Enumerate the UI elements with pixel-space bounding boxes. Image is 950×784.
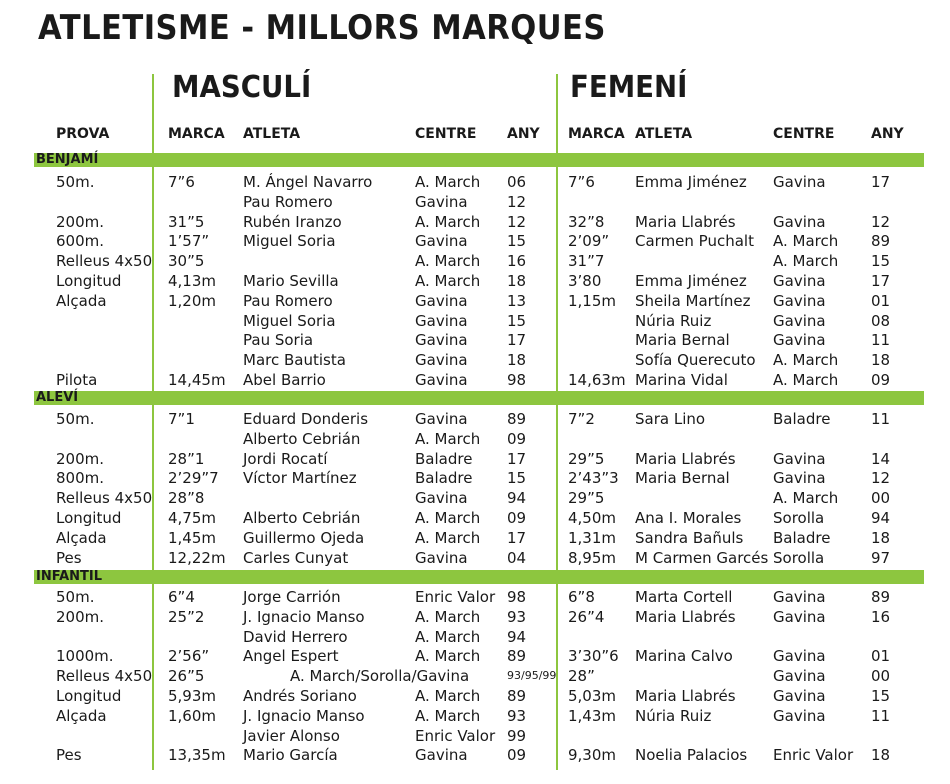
cell-female-marca: 2’09” bbox=[568, 232, 610, 251]
cell-male-marca: 28”1 bbox=[168, 449, 205, 468]
table-row bbox=[0, 726, 950, 746]
cell-female-atleta: Maria Bernal bbox=[635, 469, 730, 488]
cell-female-any: 16 bbox=[871, 607, 891, 626]
cell-female-any: 01 bbox=[871, 291, 891, 310]
cell-prova: Alçada bbox=[56, 528, 107, 547]
cell-prova: Longitud bbox=[56, 272, 122, 290]
cell-female-atleta: Maria Bernal bbox=[635, 331, 730, 350]
cell-female-any: 15 bbox=[871, 687, 891, 705]
cell-male-any: 18 bbox=[507, 272, 527, 290]
cell-female-any: 17 bbox=[871, 173, 891, 191]
cell-female-marca: 7”2 bbox=[568, 410, 595, 428]
cell-female-atleta: Maria Llabrés bbox=[635, 449, 736, 468]
cell-male-any: 94 bbox=[507, 627, 527, 646]
cell-prova: Relleus 4x50 bbox=[56, 489, 153, 508]
cell-female-marca: 3’30”6 bbox=[568, 647, 619, 666]
cell-female-centre: Gavina bbox=[773, 173, 826, 191]
cell-male-marca: 7”6 bbox=[168, 173, 195, 191]
cell-male-centre: A. March bbox=[415, 647, 481, 666]
section-band bbox=[34, 391, 924, 405]
cell-female-atleta: Núria Ruiz bbox=[635, 706, 712, 725]
cell-male-atleta: Eduard Donderis bbox=[243, 410, 369, 428]
cell-male-atleta: David Herrero bbox=[243, 627, 348, 646]
cell-prova: Alçada bbox=[56, 291, 107, 310]
cell-male-any: 15 bbox=[507, 232, 527, 251]
cell-male-any: 89 bbox=[507, 410, 527, 428]
cell-female-marca: 1,31m bbox=[568, 528, 617, 547]
cell-female-any: 00 bbox=[871, 489, 891, 508]
cell-female-centre: Enric Valor bbox=[773, 746, 854, 765]
cell-male-marca: 14,45m bbox=[168, 371, 226, 389]
cell-female-centre: A. March bbox=[773, 371, 839, 389]
cell-male-centre: Gavina bbox=[415, 232, 468, 251]
cell-female-centre: A. March bbox=[773, 489, 839, 508]
cell-male-atleta: Jordi Rocatí bbox=[243, 449, 328, 468]
cell-female-marca: 29”5 bbox=[568, 489, 605, 508]
cell-male-atleta: Víctor Martínez bbox=[243, 469, 357, 488]
table-row bbox=[0, 488, 950, 508]
table-row bbox=[0, 212, 950, 232]
cell-female-marca: 9,30m bbox=[568, 746, 617, 765]
cell-prova: 800m. bbox=[56, 469, 105, 488]
cell-male-atleta: Alberto Cebrián bbox=[243, 429, 361, 448]
cell-prova: 200m. bbox=[56, 212, 105, 231]
cell-male-atleta: Pau Romero bbox=[243, 291, 333, 310]
cell-male-centre: A. March bbox=[415, 212, 481, 231]
section-band bbox=[34, 570, 924, 584]
table-row bbox=[0, 587, 950, 607]
table-row bbox=[0, 350, 950, 370]
cell-male-centre: A. March bbox=[415, 429, 481, 448]
cell-male-any: 18 bbox=[507, 351, 527, 370]
cell-male-centre: A. March bbox=[415, 509, 481, 527]
cell-female-any: 15 bbox=[871, 252, 891, 271]
header-female-atleta: ATLETA bbox=[635, 126, 693, 142]
cell-female-centre: Gavina bbox=[773, 449, 826, 468]
cell-male-centre: Gavina bbox=[415, 351, 468, 370]
cell-male-atleta: Pau Romero bbox=[243, 192, 333, 211]
cell-male-any-combined: 93/95/99 bbox=[507, 669, 557, 683]
cell-male-any: 17 bbox=[507, 331, 527, 350]
cell-male-atleta: Jorge Carrión bbox=[243, 588, 341, 606]
cell-female-centre: Gavina bbox=[773, 212, 826, 231]
cell-female-marca: 29”5 bbox=[568, 449, 605, 468]
table-row bbox=[0, 409, 950, 429]
cell-female-marca: 6”8 bbox=[568, 588, 595, 606]
cell-male-atleta: Carles Cunyat bbox=[243, 548, 349, 567]
header-male-centre: CENTRE bbox=[415, 126, 477, 142]
cell-male-marca: 28”8 bbox=[168, 489, 205, 508]
cell-male-centre: Baladre bbox=[415, 449, 473, 468]
cell-female-atleta: Carmen Puchalt bbox=[635, 232, 754, 251]
cell-male-atleta: J. Ignacio Manso bbox=[243, 607, 365, 626]
cell-male-any: 04 bbox=[507, 548, 527, 567]
header-female-centre: CENTRE bbox=[773, 126, 835, 142]
cell-male-marca: 25”2 bbox=[168, 607, 205, 626]
cell-female-marca: 28” bbox=[568, 667, 595, 686]
cell-prova: Pes bbox=[56, 746, 82, 765]
table-row bbox=[0, 370, 950, 390]
cell-female-any: 08 bbox=[871, 311, 891, 330]
table-row bbox=[0, 607, 950, 627]
cell-female-centre: Sorolla bbox=[773, 548, 825, 567]
cell-male-centre: Gavina bbox=[415, 331, 468, 350]
cell-female-centre: A. March bbox=[773, 232, 839, 251]
cell-male-any: 89 bbox=[507, 647, 527, 666]
cell-male-any: 09 bbox=[507, 746, 527, 765]
cell-male-marca: 5,93m bbox=[168, 687, 217, 705]
cell-male-any: 99 bbox=[507, 726, 527, 745]
cell-prova: Pes bbox=[56, 548, 82, 567]
cell-male-centre-combined: A. March/Sorolla/Gavina bbox=[290, 667, 470, 686]
cell-male-centre: Enric Valor bbox=[415, 726, 496, 745]
cell-female-any: 11 bbox=[871, 706, 891, 725]
cell-male-centre: A. March bbox=[415, 272, 481, 290]
cell-male-any: 98 bbox=[507, 588, 527, 606]
cell-male-centre: A. March bbox=[415, 687, 481, 705]
cell-female-atleta: Emma Jiménez bbox=[635, 272, 747, 290]
cell-female-marca: 5,03m bbox=[568, 687, 617, 705]
cell-female-marca: 31”7 bbox=[568, 252, 605, 271]
cell-female-marca: 3’80 bbox=[568, 272, 602, 290]
cell-female-any: 09 bbox=[871, 371, 891, 389]
cell-female-any: 01 bbox=[871, 647, 891, 666]
table-row bbox=[0, 251, 950, 271]
cell-male-atleta: Abel Barrio bbox=[243, 371, 326, 389]
table-row bbox=[0, 686, 950, 706]
cell-female-any: 89 bbox=[871, 588, 891, 606]
cell-female-marca: 7”6 bbox=[568, 173, 595, 191]
cell-prova: 600m. bbox=[56, 232, 105, 251]
table-row bbox=[0, 449, 950, 469]
table-row bbox=[0, 271, 950, 291]
cell-male-marca: 6”4 bbox=[168, 588, 195, 606]
cell-female-any: 12 bbox=[871, 469, 891, 488]
table-row bbox=[0, 468, 950, 488]
cell-male-marca: 12,22m bbox=[168, 548, 226, 567]
cell-prova: Relleus 4x50 bbox=[56, 667, 153, 686]
cell-female-any: 11 bbox=[871, 410, 891, 428]
cell-male-centre: Gavina bbox=[415, 489, 468, 508]
cell-male-marca: 1,60m bbox=[168, 706, 217, 725]
cell-prova: Pilota bbox=[56, 371, 98, 389]
cell-male-centre: Gavina bbox=[415, 410, 468, 428]
cell-male-marca: 4,75m bbox=[168, 509, 217, 527]
cell-female-any: 17 bbox=[871, 272, 891, 290]
section-label: INFANTIL bbox=[36, 569, 103, 584]
cell-male-marca: 2’56” bbox=[168, 647, 210, 666]
page-title: ATLETISME - MILLORS MARQUES bbox=[38, 8, 606, 48]
cell-male-marca: 30”5 bbox=[168, 252, 205, 271]
cell-male-centre: A. March bbox=[415, 173, 481, 191]
cell-male-centre: A. March bbox=[415, 252, 481, 271]
header-male-atleta: ATLETA bbox=[243, 126, 301, 142]
cell-female-centre: A. March bbox=[773, 252, 839, 271]
cell-female-centre: Gavina bbox=[773, 647, 826, 666]
cell-male-marca: 1’57” bbox=[168, 232, 210, 251]
cell-prova: 200m. bbox=[56, 607, 105, 626]
cell-female-atleta: Sara Lino bbox=[635, 410, 706, 428]
cell-male-any: 93 bbox=[507, 706, 527, 725]
cell-male-any: 93 bbox=[507, 607, 527, 626]
cell-female-any: 12 bbox=[871, 212, 891, 231]
cell-male-any: 16 bbox=[507, 252, 527, 271]
cell-male-atleta: Alberto Cebrián bbox=[243, 509, 361, 527]
table-row bbox=[0, 745, 950, 765]
cell-male-atleta: Mario García bbox=[243, 746, 338, 765]
cell-male-any: 09 bbox=[507, 509, 527, 527]
section-band bbox=[34, 153, 924, 167]
cell-female-centre: Gavina bbox=[773, 588, 826, 606]
cell-male-any: 12 bbox=[507, 212, 527, 231]
cell-male-marca: 1,20m bbox=[168, 291, 217, 310]
cell-male-atleta: Rubén Iranzo bbox=[243, 212, 342, 231]
cell-male-marca: 31”5 bbox=[168, 212, 205, 231]
cell-male-any: 17 bbox=[507, 528, 527, 547]
cell-female-centre: Gavina bbox=[773, 687, 826, 705]
cell-female-centre: A. March bbox=[773, 351, 839, 370]
cell-female-atleta: Sandra Bañuls bbox=[635, 528, 744, 547]
cell-female-atleta: Marina Vidal bbox=[635, 371, 728, 389]
cell-female-centre: Gavina bbox=[773, 311, 826, 330]
cell-female-centre: Gavina bbox=[773, 469, 826, 488]
cell-prova: Longitud bbox=[56, 687, 122, 705]
cell-male-atleta: Miguel Soria bbox=[243, 232, 336, 251]
cell-prova: 50m. bbox=[56, 410, 95, 428]
table-row bbox=[0, 508, 950, 528]
cell-female-any: 18 bbox=[871, 528, 891, 547]
table-row bbox=[0, 666, 950, 686]
table-row bbox=[0, 429, 950, 449]
header-female-marca: MARCA bbox=[568, 126, 625, 142]
cell-female-any: 00 bbox=[871, 667, 891, 686]
cell-female-atleta: M Carmen Garcés bbox=[635, 548, 769, 567]
cell-male-atleta: J. Ignacio Manso bbox=[243, 706, 365, 725]
cell-male-atleta: Andrés Soriano bbox=[243, 687, 357, 705]
cell-male-centre: A. March bbox=[415, 706, 481, 725]
cell-male-marca: 13,35m bbox=[168, 746, 226, 765]
cell-female-atleta: Emma Jiménez bbox=[635, 173, 747, 191]
cell-male-any: 17 bbox=[507, 449, 527, 468]
cell-female-marca: 1,43m bbox=[568, 706, 617, 725]
cell-female-marca: 26”4 bbox=[568, 607, 605, 626]
cell-female-marca: 2’43”3 bbox=[568, 469, 619, 488]
cell-female-atleta: Maria Llabrés bbox=[635, 687, 736, 705]
cell-male-marca: 7”1 bbox=[168, 410, 195, 428]
cell-male-centre: Gavina bbox=[415, 371, 468, 389]
cell-female-marca: 14,63m bbox=[568, 371, 626, 389]
cell-male-any: 09 bbox=[507, 429, 527, 448]
cell-female-any: 97 bbox=[871, 548, 891, 567]
table-row bbox=[0, 646, 950, 666]
cell-female-atleta: Marina Calvo bbox=[635, 647, 733, 666]
cell-female-centre: Gavina bbox=[773, 607, 826, 626]
cell-female-marca: 4,50m bbox=[568, 509, 617, 527]
cell-male-centre: Gavina bbox=[415, 746, 468, 765]
cell-male-centre: Gavina bbox=[415, 291, 468, 310]
cell-male-centre: A. March bbox=[415, 528, 481, 547]
female-heading: FEMENÍ bbox=[570, 70, 688, 105]
cell-male-atleta: Pau Soria bbox=[243, 331, 314, 350]
cell-female-atleta: Marta Cortell bbox=[635, 588, 733, 606]
cell-male-any: 13 bbox=[507, 291, 527, 310]
table-row bbox=[0, 311, 950, 331]
cell-male-atleta: M. Ángel Navarro bbox=[243, 173, 373, 191]
cell-female-any: 18 bbox=[871, 351, 891, 370]
cell-prova: 50m. bbox=[56, 588, 95, 606]
cell-female-atleta: Núria Ruiz bbox=[635, 311, 712, 330]
table-row bbox=[0, 627, 950, 647]
cell-male-atleta: Javier Alonso bbox=[243, 726, 340, 745]
cell-male-centre: Enric Valor bbox=[415, 588, 496, 606]
cell-male-marca: 4,13m bbox=[168, 272, 217, 290]
cell-male-marca: 2’29”7 bbox=[168, 469, 219, 488]
section-label: BENJAMÍ bbox=[36, 152, 99, 167]
cell-female-centre: Gavina bbox=[773, 291, 826, 310]
cell-female-centre: Gavina bbox=[773, 331, 826, 350]
cell-prova: 1000m. bbox=[56, 647, 114, 666]
table-row bbox=[0, 192, 950, 212]
header-male-marca: MARCA bbox=[168, 126, 225, 142]
cell-female-any: 14 bbox=[871, 449, 891, 468]
table-row bbox=[0, 291, 950, 311]
cell-male-any: 15 bbox=[507, 469, 527, 488]
table-row bbox=[0, 231, 950, 251]
cell-male-any: 98 bbox=[507, 371, 527, 389]
cell-female-atleta: Ana I. Morales bbox=[635, 509, 742, 527]
cell-male-atleta: Mario Sevilla bbox=[243, 272, 339, 290]
cell-male-marca: 1,45m bbox=[168, 528, 217, 547]
table-row bbox=[0, 548, 950, 568]
cell-male-centre: A. March bbox=[415, 627, 481, 646]
cell-male-any: 94 bbox=[507, 489, 527, 508]
cell-male-atleta: Guillermo Ojeda bbox=[243, 528, 365, 547]
cell-female-centre: Gavina bbox=[773, 272, 826, 290]
cell-female-centre: Gavina bbox=[773, 667, 826, 686]
cell-male-any: 12 bbox=[507, 192, 527, 211]
cell-male-centre: Gavina bbox=[415, 192, 468, 211]
table-row bbox=[0, 706, 950, 726]
table-row bbox=[0, 528, 950, 548]
cell-female-any: 11 bbox=[871, 331, 891, 350]
cell-female-centre: Sorolla bbox=[773, 509, 825, 527]
cell-male-atleta: Miguel Soria bbox=[243, 311, 336, 330]
header-male-any: ANY bbox=[507, 126, 540, 142]
cell-male-centre: Gavina bbox=[415, 311, 468, 330]
cell-male-any: 89 bbox=[507, 687, 527, 705]
header-female-any: ANY bbox=[871, 126, 904, 142]
cell-prova: Longitud bbox=[56, 509, 122, 527]
cell-female-atleta: Sofía Querecuto bbox=[635, 351, 756, 370]
cell-male-any: 15 bbox=[507, 311, 527, 330]
cell-male-centre: Gavina bbox=[415, 548, 468, 567]
cell-prova: 200m. bbox=[56, 449, 105, 468]
cell-female-marca: 1,15m bbox=[568, 291, 617, 310]
cell-male-atleta: Angel Espert bbox=[243, 647, 339, 666]
table-row bbox=[0, 330, 950, 350]
cell-prova: 50m. bbox=[56, 173, 95, 191]
cell-female-atleta: Maria Llabrés bbox=[635, 212, 736, 231]
cell-female-marca: 32”8 bbox=[568, 212, 605, 231]
table-row bbox=[0, 172, 950, 192]
cell-female-centre: Gavina bbox=[773, 706, 826, 725]
section-label: ALEVÍ bbox=[36, 390, 79, 405]
cell-female-any: 89 bbox=[871, 232, 891, 251]
cell-female-atleta: Noelia Palacios bbox=[635, 746, 748, 765]
cell-female-marca: 8,95m bbox=[568, 548, 617, 567]
cell-female-centre: Baladre bbox=[773, 528, 831, 547]
cell-prova: Alçada bbox=[56, 706, 107, 725]
cell-female-atleta: Maria Llabrés bbox=[635, 607, 736, 626]
cell-male-marca: 26”5 bbox=[168, 667, 205, 686]
cell-male-centre: A. March bbox=[415, 607, 481, 626]
cell-male-atleta: Marc Bautista bbox=[243, 351, 346, 370]
cell-female-any: 18 bbox=[871, 746, 891, 765]
cell-female-centre: Baladre bbox=[773, 410, 831, 428]
cell-female-any: 94 bbox=[871, 509, 891, 527]
cell-male-centre: Baladre bbox=[415, 469, 473, 488]
cell-male-any: 06 bbox=[507, 173, 527, 191]
cell-female-atleta: Sheila Martínez bbox=[635, 291, 751, 310]
header-prova: PROVA bbox=[56, 126, 110, 142]
male-heading: MASCULÍ bbox=[172, 70, 312, 105]
cell-prova: Relleus 4x50 bbox=[56, 252, 153, 271]
